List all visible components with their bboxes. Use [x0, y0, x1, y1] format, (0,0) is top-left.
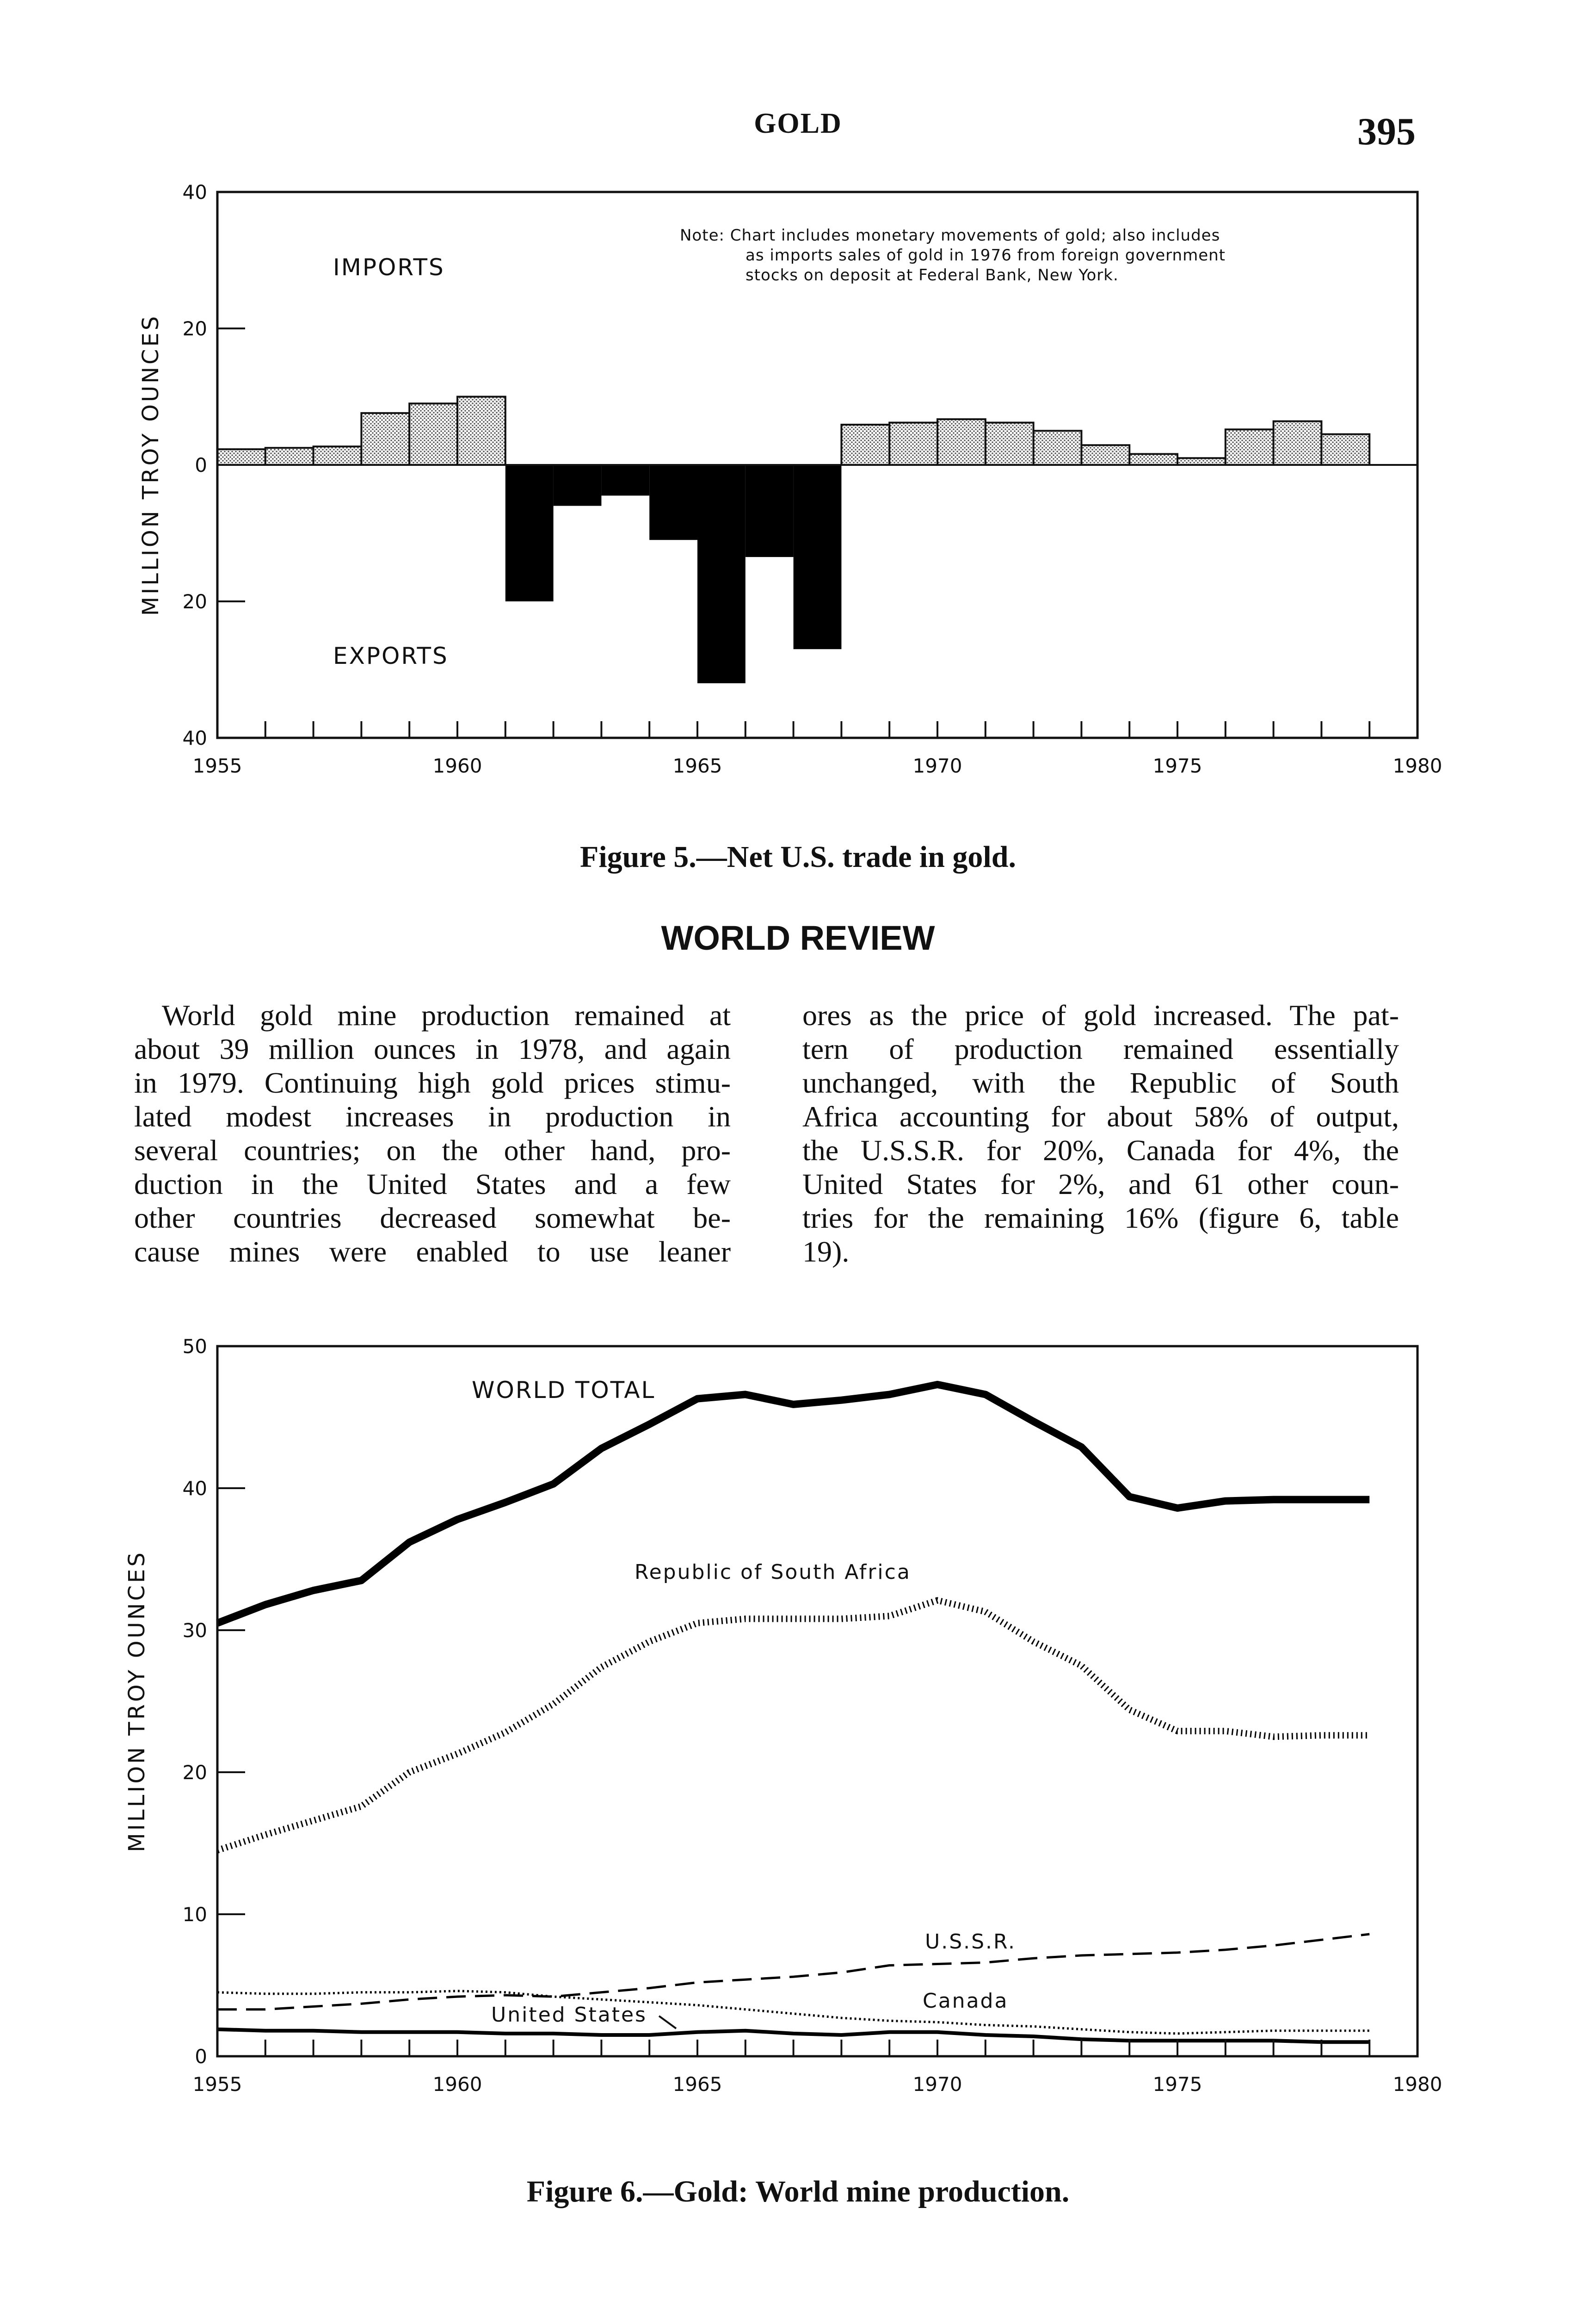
- export-bar: [649, 465, 697, 540]
- figure5-note-line-1: Note: Chart includes monetary movements of gold; also includes: [680, 226, 1220, 245]
- figure6-y-tick-label: 30: [182, 1619, 207, 1642]
- figure5-x-tick-label: 1955: [192, 755, 242, 777]
- body-line: ores as the price of gold increased. The pat-: [802, 999, 1399, 1032]
- import-bar: [986, 423, 1034, 465]
- import-bar: [1081, 445, 1129, 465]
- import-bar: [457, 397, 505, 465]
- export-bar: [746, 465, 794, 557]
- body-line: several countries; on the other hand, pro-: [134, 1134, 731, 1167]
- figure6-caption: Figure 6.—Gold: World mine production.: [526, 2175, 1070, 2208]
- import-bar: [409, 403, 457, 465]
- figure5-y-axis-label: MILLION TROY OUNCES: [138, 314, 164, 616]
- figure5-y-tick-label: 40: [182, 727, 207, 749]
- import-bar: [841, 425, 889, 465]
- running-header-title: GOLD: [754, 108, 842, 139]
- body-line: lated modest increases in production in: [134, 1100, 731, 1133]
- figure6-y-tick-label: 0: [195, 2045, 207, 2068]
- figure5-y-tick-label: 40: [182, 181, 207, 204]
- canada-line: [217, 1991, 1369, 2034]
- figure5-caption: Figure 5.—Net U.S. trade in gold.: [580, 840, 1016, 874]
- body-line: tern of production remained essentially: [802, 1033, 1399, 1065]
- body-line: World gold mine production remained at: [162, 999, 731, 1032]
- body-line: the U.S.S.R. for 20%, Canada for 4%, the: [802, 1134, 1399, 1167]
- export-bar: [554, 465, 602, 506]
- body-line: tries for the remaining 16% (figure 6, table: [802, 1201, 1399, 1234]
- figure5-x-tick-label: 1960: [432, 755, 482, 777]
- import-bar: [314, 446, 362, 465]
- figure6-x-tick-label: 1960: [432, 2073, 482, 2096]
- figure5-y-tick-label: 20: [182, 317, 207, 340]
- series-label-south-africa: Republic of South Africa: [635, 1560, 911, 1584]
- import-bar: [1226, 429, 1274, 465]
- body-line: unchanged, with the Republic of South: [802, 1066, 1399, 1099]
- figure6-production-chart: [0, 1309, 1596, 2114]
- import-bar: [1177, 458, 1226, 465]
- import-bar: [361, 413, 409, 465]
- figure5-x-tick-label: 1970: [912, 755, 962, 777]
- body-line: about 39 million ounces in 1978, and again: [134, 1033, 731, 1065]
- body-line: other countries decreased somewhat be-: [134, 1201, 731, 1234]
- series-label-world-total: WORLD TOTAL: [472, 1377, 656, 1404]
- figure5-note-line-2: as imports sales of gold in 1976 from foreign government: [746, 246, 1226, 265]
- world-total-line: [217, 1385, 1369, 1623]
- figure6-y-axis-label: MILLION TROY OUNCES: [124, 1550, 150, 1852]
- figure5-x-tick-label: 1980: [1393, 755, 1442, 777]
- south-africa-line: [217, 1601, 1369, 1850]
- body-line: in 1979. Continuing high gold prices stimu-: [134, 1066, 731, 1099]
- import-bar: [889, 423, 937, 465]
- import-bar: [265, 448, 314, 465]
- export-bar: [505, 465, 554, 601]
- export-bar: [794, 465, 842, 649]
- ussr-line: [217, 1934, 1369, 2010]
- series-label-united-states: United States: [491, 2003, 647, 2027]
- import-bar: [1129, 454, 1177, 465]
- figure5-y-tick-label: 20: [182, 590, 207, 613]
- figure5-trade-chart: [0, 153, 1596, 810]
- figure6-y-tick-label: 50: [182, 1335, 207, 1358]
- body-line: Africa accounting for about 58% of output,: [802, 1100, 1399, 1133]
- figure6-x-tick-label: 1975: [1152, 2073, 1202, 2096]
- body-line: cause mines were enabled to use leaner: [134, 1235, 731, 1268]
- import-bar: [1321, 434, 1369, 465]
- body-text-left-column: [134, 998, 731, 1268]
- import-bar: [937, 419, 986, 465]
- figure6-y-tick-label: 20: [182, 1761, 207, 1784]
- figure6-y-tick-label: 40: [182, 1477, 207, 1500]
- section-heading-world-review: WORLD REVIEW: [661, 919, 935, 957]
- export-bar: [601, 465, 649, 495]
- import-bar: [1034, 431, 1082, 465]
- figure6-x-tick-label: 1965: [672, 2073, 722, 2096]
- figure6-x-tick-label: 1970: [912, 2073, 962, 2096]
- united-states-label-pointer: [659, 2016, 676, 2029]
- figure5-x-tick-label: 1965: [672, 755, 722, 777]
- figure5-y-tick-label: 0: [195, 454, 207, 476]
- export-bar: [697, 465, 746, 683]
- body-text-right-column: [802, 998, 1399, 1268]
- figure5-x-tick-label: 1975: [1152, 755, 1202, 777]
- body-line: United States for 2%, and 61 other coun-: [802, 1168, 1399, 1200]
- page-number: 395: [1357, 110, 1416, 153]
- body-line: 19).: [802, 1235, 850, 1268]
- series-label-ussr: U.S.S.R.: [925, 1930, 1017, 1954]
- figure6-y-tick-label: 10: [182, 1903, 207, 1926]
- imports-label: IMPORTS: [333, 254, 445, 281]
- body-line: duction in the United States and a few: [134, 1168, 731, 1200]
- figure6-x-tick-label: 1955: [192, 2073, 242, 2096]
- exports-label: EXPORTS: [333, 643, 449, 669]
- figure6-x-tick-label: 1980: [1393, 2073, 1442, 2096]
- series-label-canada: Canada: [923, 1989, 1009, 2013]
- import-bar: [217, 449, 265, 465]
- figure5-note-line-3: stocks on deposit at Federal Bank, New York.: [746, 266, 1119, 284]
- import-bar: [1274, 421, 1322, 465]
